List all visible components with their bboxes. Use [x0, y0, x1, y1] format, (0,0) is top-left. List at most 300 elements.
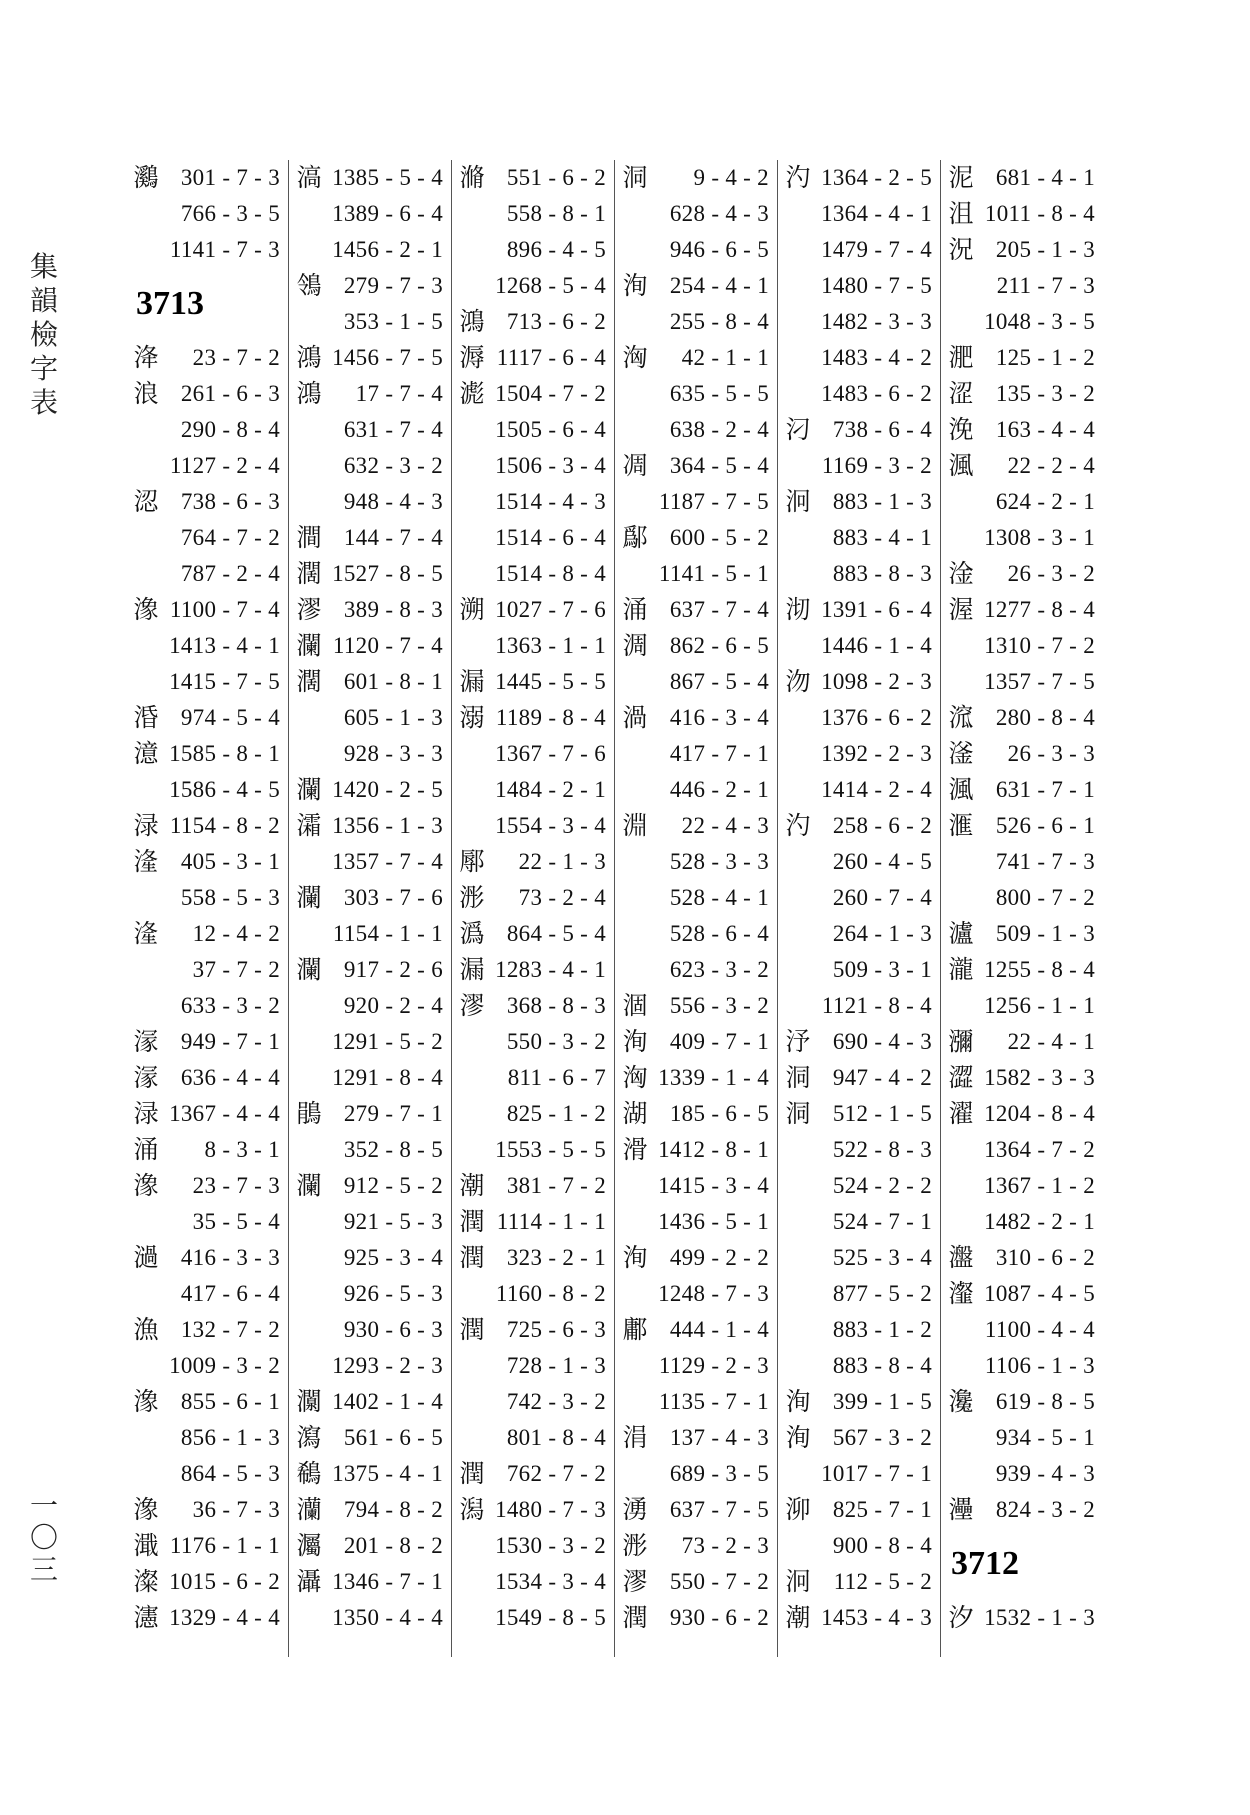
index-entry — [615, 1096, 777, 1132]
entry-character: 洵 — [622, 1243, 648, 1272]
index-entry — [452, 1420, 614, 1456]
index-entry — [452, 664, 614, 700]
index-entry — [941, 304, 1103, 340]
entry-reference: 1048 - 3 - 5 — [984, 309, 1095, 334]
entry-character: 溕 — [133, 1027, 159, 1056]
entry-reference: 1415 - 3 - 4 — [658, 1173, 769, 1198]
entry-reference: 1446 - 1 - 4 — [821, 633, 932, 658]
entry-reference: 1017 - 7 - 1 — [821, 1461, 932, 1486]
entry-reference: 1505 - 6 - 4 — [495, 417, 606, 442]
index-column — [940, 160, 1103, 1657]
entry-reference: 921 - 5 - 3 — [343, 1209, 443, 1234]
index-entry — [452, 1132, 614, 1168]
index-entry — [126, 916, 288, 952]
index-entry — [126, 1528, 288, 1564]
entry-reference: 416 - 3 - 4 — [669, 705, 769, 730]
entry-reference: 417 - 7 - 1 — [669, 741, 769, 766]
entry-reference: 800 - 7 - 2 — [995, 885, 1095, 910]
entry-reference: 762 - 7 - 2 — [506, 1461, 606, 1486]
entry-reference: 280 - 8 - 4 — [995, 705, 1095, 730]
entry-reference: 631 - 7 - 4 — [343, 417, 443, 442]
index-entry — [289, 1168, 451, 1204]
entry-reference: 23 - 7 - 2 — [192, 345, 280, 370]
index-entry — [289, 340, 451, 376]
entry-reference: 1141 - 7 - 3 — [169, 237, 280, 262]
index-entry — [941, 700, 1103, 736]
index-entry — [452, 916, 614, 952]
entry-reference: 417 - 6 - 4 — [180, 1281, 280, 1306]
entry-reference: 23 - 7 - 3 — [192, 1173, 280, 1198]
entry-character: 滑 — [622, 1135, 648, 1164]
index-entry — [289, 736, 451, 772]
entry-character: 漁 — [133, 1315, 159, 1344]
index-entry — [615, 700, 777, 736]
entry-reference: 389 - 8 - 3 — [343, 597, 443, 622]
entry-reference: 525 - 3 - 4 — [832, 1245, 932, 1270]
index-entry — [452, 304, 614, 340]
entry-reference: 1308 - 3 - 1 — [984, 525, 1095, 550]
entry-reference: 1291 - 5 - 2 — [332, 1029, 443, 1054]
index-entry — [289, 1600, 451, 1636]
entry-reference: 623 - 3 - 2 — [669, 957, 769, 982]
index-entry — [126, 448, 288, 484]
entry-character: 鴻 — [296, 343, 322, 372]
index-entry — [778, 988, 940, 1024]
entry-character: 涊 — [133, 487, 159, 516]
entry-reference: 524 - 7 - 1 — [832, 1209, 932, 1234]
entry-reference: 1350 - 4 - 4 — [332, 1605, 443, 1630]
entry-reference: 883 - 4 - 1 — [832, 525, 932, 550]
entry-reference: 112 - 5 - 2 — [833, 1569, 932, 1594]
entry-character: 洵 — [622, 1027, 648, 1056]
entry-reference: 946 - 6 - 5 — [669, 237, 769, 262]
index-entry — [126, 1420, 288, 1456]
entry-reference: 528 - 6 - 4 — [669, 921, 769, 946]
entry-reference: 26 - 3 - 2 — [1007, 561, 1095, 586]
entry-character: 洶 — [622, 343, 648, 372]
entry-reference: 1339 - 1 - 4 — [658, 1065, 769, 1090]
entry-reference: 633 - 3 - 2 — [180, 993, 280, 1018]
index-entry — [778, 520, 940, 556]
entry-reference: 1445 - 5 - 5 — [495, 669, 606, 694]
entry-reference: 524 - 2 - 2 — [832, 1173, 932, 1198]
index-entry — [126, 700, 288, 736]
entry-character: 渌 — [133, 811, 159, 840]
entry-reference: 1255 - 8 - 4 — [984, 957, 1095, 982]
index-column — [451, 160, 614, 1657]
entry-reference: 1367 - 1 - 2 — [984, 1173, 1095, 1198]
index-entry — [289, 1276, 451, 1312]
entry-character: 潤 — [622, 1603, 648, 1632]
index-entry — [778, 1492, 940, 1528]
index-entry — [452, 1276, 614, 1312]
entry-reference: 1586 - 4 - 5 — [169, 777, 280, 802]
index-entry — [615, 1528, 777, 1564]
entry-reference: 301 - 7 - 3 — [180, 165, 280, 190]
index-entry — [615, 844, 777, 880]
index-entry — [778, 1348, 940, 1384]
index-entry — [778, 628, 940, 664]
entry-reference: 1121 - 8 - 4 — [821, 993, 932, 1018]
entry-reference: 1204 - 8 - 4 — [984, 1101, 1095, 1126]
index-entry — [615, 1564, 777, 1600]
index-entry — [289, 844, 451, 880]
entry-reference: 1389 - 6 - 4 — [332, 201, 443, 226]
entry-reference: 1482 - 2 - 1 — [984, 1209, 1095, 1234]
index-entry — [778, 1528, 940, 1564]
index-entry — [289, 412, 451, 448]
entry-character: 汋 — [785, 163, 811, 192]
index-entry — [615, 1168, 777, 1204]
index-entry — [615, 1600, 777, 1636]
entry-reference: 558 - 5 - 3 — [180, 885, 280, 910]
entry-character: 鵗 — [296, 1459, 322, 1488]
entry-character: 潙 — [459, 919, 485, 948]
entry-reference: 132 - 7 - 2 — [180, 1317, 280, 1342]
index-entry — [778, 700, 940, 736]
entry-reference: 948 - 4 - 3 — [343, 489, 443, 514]
entry-reference: 1527 - 8 - 5 — [332, 561, 443, 586]
entry-reference: 137 - 4 - 3 — [669, 1425, 769, 1450]
side-title-char: 集 — [29, 250, 58, 283]
entry-reference: 787 - 2 - 4 — [180, 561, 280, 586]
index-entry — [615, 988, 777, 1024]
index-entry — [289, 268, 451, 304]
entry-reference: 1483 - 4 - 2 — [821, 345, 932, 370]
entry-character: 潒 — [133, 1387, 159, 1416]
index-entry — [452, 268, 614, 304]
index-entry — [615, 1492, 777, 1528]
index-table — [126, 160, 1103, 1657]
entry-reference: 1364 - 4 - 1 — [821, 201, 932, 226]
entry-reference: 601 - 8 - 1 — [343, 669, 443, 694]
entry-character: 洞 — [785, 1099, 811, 1128]
entry-character: 滙 — [948, 811, 974, 840]
entry-reference: 1357 - 7 - 4 — [332, 849, 443, 874]
entry-reference: 125 - 1 - 2 — [995, 345, 1095, 370]
index-entry — [778, 484, 940, 520]
index-entry — [778, 952, 940, 988]
entry-reference: 738 - 6 - 3 — [180, 489, 280, 514]
entry-reference: 738 - 6 - 4 — [832, 417, 932, 442]
entry-reference: 681 - 4 - 1 — [995, 165, 1095, 190]
entry-reference: 509 - 1 - 3 — [995, 921, 1095, 946]
entry-reference: 1453 - 4 - 3 — [821, 1605, 932, 1630]
index-entry — [941, 1348, 1103, 1384]
entry-reference: 867 - 5 - 4 — [669, 669, 769, 694]
index-entry — [126, 1204, 288, 1240]
entry-character: 浵 — [459, 883, 485, 912]
index-entry — [289, 880, 451, 916]
entry-reference: 764 - 7 - 2 — [180, 525, 280, 550]
entry-character: 汈 — [785, 415, 811, 444]
index-entry — [615, 1132, 777, 1168]
index-entry — [778, 448, 940, 484]
entry-reference: 1291 - 8 - 4 — [332, 1065, 443, 1090]
index-entry — [615, 1060, 777, 1096]
index-entry — [778, 1276, 940, 1312]
entry-reference: 42 - 1 - 1 — [681, 345, 769, 370]
entry-reference: 824 - 3 - 2 — [995, 1497, 1095, 1522]
entry-character: 泖 — [785, 1495, 811, 1524]
index-entry — [941, 1384, 1103, 1420]
entry-character: 鄏 — [459, 847, 485, 876]
entry-reference: 631 - 7 - 1 — [995, 777, 1095, 802]
entry-reference: 279 - 7 - 3 — [343, 273, 443, 298]
index-entry — [941, 916, 1103, 952]
index-entry — [778, 1132, 940, 1168]
index-entry — [289, 952, 451, 988]
index-entry — [126, 520, 288, 556]
index-entry — [615, 1024, 777, 1060]
entry-reference: 1530 - 3 - 2 — [495, 1533, 606, 1558]
entry-reference: 446 - 2 - 1 — [669, 777, 769, 802]
index-entry — [615, 196, 777, 232]
entry-character: 滈 — [296, 163, 322, 192]
entry-reference: 825 - 7 - 1 — [832, 1497, 932, 1522]
entry-reference: 37 - 7 - 2 — [192, 957, 280, 982]
index-entry — [289, 376, 451, 412]
entry-character: 潒 — [133, 1171, 159, 1200]
index-entry — [941, 1096, 1103, 1132]
entry-reference: 303 - 7 - 6 — [343, 885, 443, 910]
entry-character: 瀰 — [948, 1027, 974, 1056]
index-entry — [289, 1528, 451, 1564]
entry-reference: 939 - 4 - 3 — [995, 1461, 1095, 1486]
entry-character: 潤 — [459, 1459, 485, 1488]
entry-reference: 928 - 3 - 3 — [343, 741, 443, 766]
index-entry — [126, 880, 288, 916]
index-entry — [289, 700, 451, 736]
entry-reference: 8 - 3 - 1 — [204, 1137, 280, 1162]
index-entry — [615, 916, 777, 952]
entry-character: 洚 — [133, 343, 159, 372]
entry-reference: 1554 - 3 - 4 — [495, 813, 606, 838]
index-entry — [126, 556, 288, 592]
entry-reference: 1413 - 4 - 1 — [169, 633, 280, 658]
index-entry — [778, 592, 940, 628]
entry-character: 洵 — [785, 1387, 811, 1416]
index-entry — [289, 1420, 451, 1456]
index-entry — [941, 1312, 1103, 1348]
index-entry — [289, 1312, 451, 1348]
index-entry — [778, 340, 940, 376]
index-entry — [941, 772, 1103, 808]
entry-reference: 1392 - 2 - 3 — [821, 741, 932, 766]
index-entry — [778, 736, 940, 772]
entry-character: 瀺 — [948, 1387, 974, 1416]
index-entry — [452, 1060, 614, 1096]
entry-character: 渢 — [948, 775, 974, 804]
entry-character: 渌 — [133, 1099, 159, 1128]
entry-reference: 632 - 3 - 2 — [343, 453, 443, 478]
entry-character: 涌 — [622, 595, 648, 624]
entry-reference: 1456 - 7 - 5 — [332, 345, 443, 370]
entry-reference: 1277 - 8 - 4 — [984, 597, 1095, 622]
entry-reference: 405 - 3 - 1 — [180, 849, 280, 874]
entry-reference: 949 - 7 - 1 — [180, 1029, 280, 1054]
entry-character: 潤 — [459, 1315, 485, 1344]
index-entry — [615, 520, 777, 556]
index-entry — [126, 988, 288, 1024]
entry-reference: 801 - 8 - 4 — [506, 1425, 606, 1450]
entry-character: 濄 — [133, 1243, 159, 1272]
entry-character: 潮 — [785, 1603, 811, 1632]
index-entry — [778, 1060, 940, 1096]
index-entry — [126, 844, 288, 880]
entry-character: 洶 — [622, 1063, 648, 1092]
index-entry — [452, 448, 614, 484]
index-entry — [289, 556, 451, 592]
entry-reference: 864 - 5 - 3 — [180, 1461, 280, 1486]
entry-reference: 1187 - 7 - 5 — [658, 489, 769, 514]
entry-character: 濈 — [133, 1531, 159, 1560]
index-entry — [289, 196, 451, 232]
entry-character: 漏 — [459, 667, 485, 696]
index-entry — [289, 520, 451, 556]
index-entry — [615, 592, 777, 628]
entry-character: 渢 — [948, 451, 974, 480]
entry-reference: 22 - 2 - 4 — [1007, 453, 1095, 478]
index-entry — [778, 160, 940, 196]
entry-reference: 35 - 5 - 4 — [192, 1209, 280, 1234]
entry-reference: 1176 - 1 - 1 — [169, 1533, 280, 1558]
index-entry — [615, 412, 777, 448]
entry-character: 洞 — [622, 163, 648, 192]
index-entry — [778, 844, 940, 880]
index-entry — [289, 772, 451, 808]
index-entry — [615, 448, 777, 484]
entry-reference: 36 - 7 - 3 — [192, 1497, 280, 1522]
side-title-char: 檢 — [29, 318, 58, 351]
entry-reference: 1532 - 1 - 3 — [984, 1605, 1095, 1630]
entry-character: 渦 — [622, 703, 648, 732]
index-entry — [615, 484, 777, 520]
entry-reference: 1346 - 7 - 1 — [332, 1569, 443, 1594]
entry-reference: 526 - 6 - 1 — [995, 813, 1095, 838]
index-entry — [126, 1384, 288, 1420]
entry-reference: 550 - 3 - 2 — [506, 1029, 606, 1054]
entry-character: 瀉 — [296, 1423, 322, 1452]
index-entry — [778, 1240, 940, 1276]
entry-reference: 1127 - 2 - 4 — [169, 453, 280, 478]
entry-reference: 896 - 4 - 5 — [506, 237, 606, 262]
index-entry — [289, 1240, 451, 1276]
entry-reference: 185 - 6 - 5 — [669, 1101, 769, 1126]
entry-character: 涓 — [622, 1423, 648, 1452]
entry-reference: 1367 - 7 - 6 — [495, 741, 606, 766]
entry-reference: 1117 - 6 - 4 — [496, 345, 606, 370]
index-entry — [452, 736, 614, 772]
entry-reference: 522 - 8 - 3 — [832, 1137, 932, 1162]
entry-reference: 605 - 1 - 3 — [343, 705, 443, 730]
entry-character: 湰 — [133, 847, 159, 876]
entry-reference: 205 - 1 - 3 — [995, 237, 1095, 262]
entry-reference: 934 - 5 - 1 — [995, 1425, 1095, 1450]
entry-character: 湧 — [622, 1495, 648, 1524]
entry-character: 潟 — [459, 1495, 485, 1524]
entry-character: 濯 — [948, 1099, 974, 1128]
entry-reference: 1248 - 7 - 3 — [658, 1281, 769, 1306]
entry-character: 洵 — [785, 1423, 811, 1452]
entry-character: 灡 — [296, 1495, 322, 1524]
entry-reference: 364 - 5 - 4 — [669, 453, 769, 478]
index-entry — [126, 1096, 288, 1132]
index-entry — [615, 304, 777, 340]
entry-character: 澺 — [133, 739, 159, 768]
index-entry — [126, 592, 288, 628]
entry-character: 灟 — [296, 1531, 322, 1560]
entry-reference: 926 - 5 - 3 — [343, 1281, 443, 1306]
index-entry — [452, 1312, 614, 1348]
entry-character: 瀾 — [296, 1171, 322, 1200]
entry-reference: 713 - 6 - 2 — [506, 309, 606, 334]
index-entry — [289, 1564, 451, 1600]
index-entry — [778, 376, 940, 412]
index-entry — [289, 304, 451, 340]
index-entry — [452, 1168, 614, 1204]
entry-character: 鸂 — [133, 163, 159, 192]
entry-character: 汐 — [948, 1603, 974, 1632]
index-entry — [778, 916, 940, 952]
entry-reference: 1027 - 7 - 6 — [495, 597, 606, 622]
entry-reference: 1402 - 1 - 4 — [332, 1389, 443, 1414]
index-entry — [778, 1024, 940, 1060]
entry-reference: 528 - 3 - 3 — [669, 849, 769, 874]
entry-character: 灄 — [296, 1567, 322, 1596]
index-entry — [941, 628, 1103, 664]
index-entry — [615, 376, 777, 412]
index-entry — [289, 1096, 451, 1132]
entry-reference: 17 - 7 - 4 — [355, 381, 443, 406]
entry-reference: 73 - 2 - 4 — [518, 885, 606, 910]
entry-reference: 638 - 2 - 4 — [669, 417, 769, 442]
entry-character: 瀧 — [948, 955, 974, 984]
entry-reference: 1009 - 3 - 2 — [169, 1353, 280, 1378]
entry-character: 溛 — [948, 703, 974, 732]
index-entry — [615, 1276, 777, 1312]
entry-character: 鴒 — [296, 271, 322, 300]
index-entry — [941, 340, 1103, 376]
index-entry — [615, 1204, 777, 1240]
entry-character: 洵 — [622, 271, 648, 300]
entry-reference: 900 - 8 - 4 — [832, 1533, 932, 1558]
index-entry — [941, 448, 1103, 484]
index-entry — [289, 988, 451, 1024]
entry-character: 瀊 — [948, 1243, 974, 1272]
entry-reference: 368 - 8 - 3 — [506, 993, 606, 1018]
entry-reference: 1100 - 7 - 4 — [169, 597, 280, 622]
index-entry — [941, 160, 1103, 196]
page-number-char: 一 — [29, 1489, 58, 1522]
index-entry — [452, 1204, 614, 1240]
index-entry — [941, 988, 1103, 1024]
index-entry — [941, 808, 1103, 844]
index-entry — [941, 880, 1103, 916]
entry-reference: 628 - 4 - 3 — [669, 201, 769, 226]
index-entry — [452, 1492, 614, 1528]
index-entry — [778, 808, 940, 844]
entry-character: 溕 — [133, 1063, 159, 1092]
entry-reference: 600 - 5 - 2 — [669, 525, 769, 550]
index-entry — [126, 484, 288, 520]
entry-character: 漏 — [459, 955, 485, 984]
index-entry — [126, 196, 288, 232]
entry-character: 浵 — [622, 1531, 648, 1560]
index-entry — [778, 196, 940, 232]
entry-reference: 1385 - 5 - 4 — [332, 165, 443, 190]
entry-reference: 211 - 7 - 3 — [996, 273, 1095, 298]
